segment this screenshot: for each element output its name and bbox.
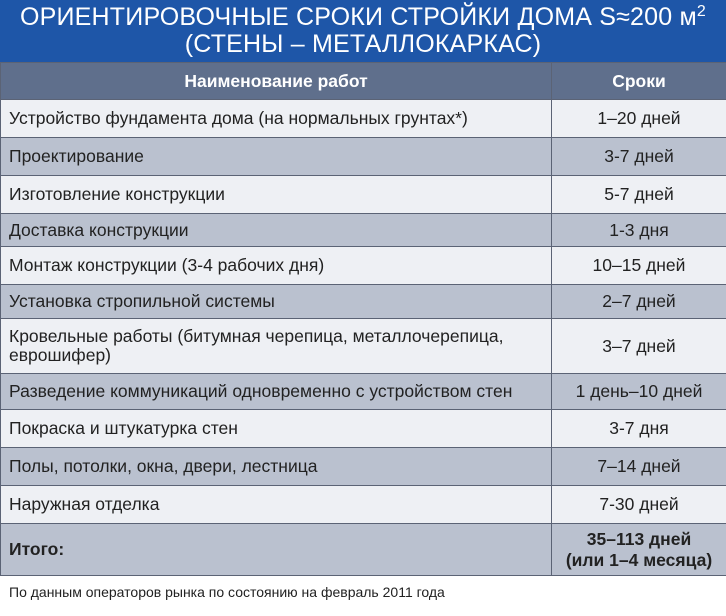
row-term: 10–15 дней [552, 247, 726, 285]
schedule-table [0, 62, 726, 576]
table-row [1, 374, 726, 410]
row-work-name: Проектирование [1, 138, 552, 176]
table-row [1, 100, 726, 138]
row-term: 7–14 дней [552, 448, 726, 486]
total-term-months: (или 1–4 месяца) [565, 549, 713, 570]
title-line-2: (СТЕНЫ – МЕТАЛЛОКАРКАС) [184, 30, 542, 58]
row-term: 1 день–10 дней [552, 374, 726, 410]
table-row [1, 319, 726, 374]
row-work-name: Полы, потолки, окна, двери, лестница [1, 448, 552, 486]
total-label: Итого: [1, 524, 552, 576]
row-term: 2–7 дней [552, 285, 726, 319]
row-work-name: Изготовление конструкции [1, 176, 552, 214]
title-line-1 [0, 4, 726, 31]
row-term: 5-7 дней [552, 176, 726, 214]
table-row [1, 176, 726, 214]
table-row [1, 247, 726, 285]
row-work-name: Монтаж конструкции (3-4 рабочих дня) [1, 247, 552, 285]
row-work-name: Разведение коммуникаций одновременно с устройством стен [1, 374, 552, 410]
table-row [1, 486, 726, 524]
row-work-name: Кровельные работы (битумная черепица, металлочерепица, еврошифер) [1, 319, 552, 374]
footnote: По данным операторов рынка по состоянию на февраль 2011 года [9, 584, 445, 600]
table-row [1, 138, 726, 176]
row-term: 3-7 дня [552, 410, 726, 448]
table-header-row [1, 63, 726, 100]
total-term [552, 524, 726, 576]
row-term: 1–20 дней [552, 100, 726, 138]
title-superscript: 2 [696, 3, 707, 20]
total-term-days: 35–113 дней [586, 528, 692, 549]
row-term: 1-3 дня [552, 214, 726, 247]
row-work-name: Устройство фундамента дома (на нормальных грунтах*) [1, 100, 552, 138]
header-term: Сроки [552, 63, 726, 100]
table-row [1, 448, 726, 486]
row-work-name: Покраска и штукатурка стен [1, 410, 552, 448]
header-work-name: Наименование работ [1, 63, 552, 100]
table-row [1, 410, 726, 448]
row-term: 3-7 дней [552, 138, 726, 176]
row-work-name: Наружная отделка [1, 486, 552, 524]
table-row [1, 285, 726, 319]
page-title [0, 0, 726, 62]
table-total-row [1, 524, 726, 576]
title-line-1-text: ОРИЕНТИРОВОЧНЫЕ СРОКИ СТРОЙКИ ДОМА S≈200 м [19, 3, 697, 31]
row-work-name: Установка стропильной системы [1, 285, 552, 319]
table-row [1, 214, 726, 247]
row-work-name: Доставка конструкции [1, 214, 552, 247]
row-term: 7-30 дней [552, 486, 726, 524]
row-term: 3–7 дней [552, 319, 726, 374]
